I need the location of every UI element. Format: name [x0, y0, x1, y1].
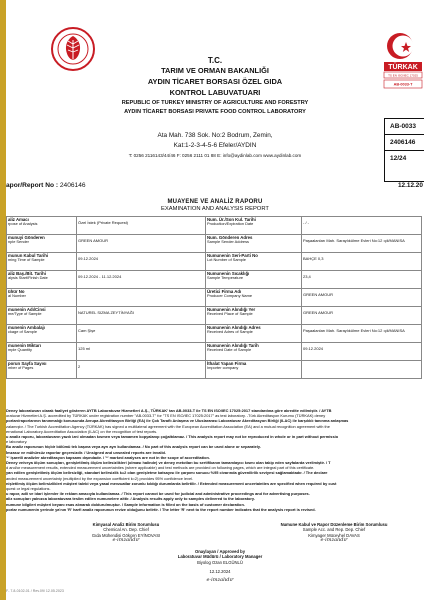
field-label-en: Sample Temperature	[207, 275, 244, 280]
left-field-label	[7, 325, 77, 343]
note-line: anded measurement uncertainty (multiplied by the expansion coefficient k=2) provides 95% confidence level.	[6, 475, 194, 481]
header-lab-en: AYDIN TİCARET BORSASI PRIVATE FOOD CONTROL LABORATORY	[124, 109, 306, 115]
note-line: aliz sonuçları yalnızca laboratuvara teslim edilen numunelere aittir. / Analysis results apply only to samples delivered to the laboratory.	[6, 496, 255, 502]
signature-center-title-2: Laboratuvar Müdürü / Laboratory Manager	[177, 554, 263, 560]
field-label-tr: Üretici Firma Adı	[207, 289, 242, 294]
signature-right-name: Kimyager Mücevhel DAVAS	[308, 532, 360, 538]
field-label-en: mber of Pages	[8, 365, 34, 370]
field-label-en: ming Time of Sample	[8, 257, 45, 262]
left-field-label	[7, 217, 77, 235]
signature-sample-chief	[254, 522, 414, 544]
signature-left-title-tr: Kimyasal Analiz Birim Sorumlusu	[92, 522, 160, 527]
info-row	[7, 253, 422, 271]
field-value: NATUREL SIZMA ZEYTİNYAĞI	[78, 310, 134, 315]
field-label-en: rpose of Analysis	[8, 221, 38, 226]
field-value: 125 ml	[78, 346, 91, 351]
contact-line: T: 0256 2116143/44/46 F: 0256 2111 01 88 E: info@aydinlab.com www.aydinlab.com	[128, 153, 302, 158]
field-label-tr: porun Sayfa Sayısı	[8, 361, 47, 366]
note-line: d and/or measurement results, extended measurement uncertainties (where applicable) and test methods are provided on following pages, which are integral part of this certificate.	[6, 465, 315, 471]
signature-right-scribble: e-imzalıdır	[320, 537, 348, 544]
field-label-en: Production/Expiration Date	[207, 221, 254, 226]
report-title-tr: MUAYENE VE ANALİZ RAPORU	[167, 199, 263, 205]
report-id-box	[384, 118, 424, 182]
field-label-tr: Num. Ür./Son Kul. Tarihi	[207, 217, 256, 222]
note-line: numune bilgileri müşteri beyanı esas alınarak doldurulmuştur. / Sample information is filled on the basis of customer declaration.	[6, 501, 245, 507]
info-row	[7, 361, 422, 379]
field-value: Paşaalanları Mah. Saraylıkülme Evleri No:12 ıçli/MANISA	[303, 328, 405, 333]
field-label-tr: aliz Amacı	[8, 217, 29, 222]
left-field-value	[77, 217, 206, 235]
info-row	[7, 235, 422, 253]
info-row	[7, 289, 422, 307]
field-label-en: Received Date of Sample	[207, 347, 252, 352]
field-value: GREEN AMOUR	[303, 292, 334, 297]
field-label-tr: Numunenin Alındığı Tarih	[207, 343, 259, 348]
header-ministry-en: REPUBLIC OF TURKEY MINISTRY OF AGRICULTURE AND FORESTRY	[121, 100, 309, 106]
field-value: - / -	[303, 220, 309, 225]
left-field-label	[7, 253, 77, 271]
left-field-label	[7, 235, 77, 253]
field-label-en: Importer company	[207, 365, 239, 370]
left-field-value	[77, 361, 206, 379]
left-field-value	[77, 253, 206, 271]
field-label-tr: Numunenin Sıcaklığı	[207, 271, 250, 276]
field-label-en: alysis Start/Finish Date	[8, 275, 48, 280]
field-label-tr: Num. Gönderen Adres	[207, 235, 253, 240]
note-line: zalamıştır. / The Turkish Accreditation Agency (TÜRKAK) has signed a multilateral agreement with the European Accreditation Association (EA) and a mutual recognition agreement with the	[6, 423, 330, 429]
report-id-accreditation: AB-0033	[385, 119, 424, 135]
right-field-label	[206, 271, 302, 289]
report-page	[6, 0, 424, 600]
field-value: 23,4	[303, 274, 311, 279]
field-label-en: me/Type of Sample	[8, 311, 42, 316]
header-ministry-tr: TARIM VE ORMAN BAKANLIĞI	[161, 66, 269, 75]
field-value: 09.12.2024	[78, 256, 99, 261]
right-field-label	[206, 217, 302, 235]
signature-center-scribble: e-imzalıdır	[206, 576, 234, 583]
left-field-value	[77, 307, 206, 325]
right-field-label	[206, 325, 302, 343]
field-label-tr: Numunenin Seri-Parti No	[207, 253, 258, 258]
field-label-tr: ühür No	[8, 289, 25, 294]
note-line: yan edilen genişletilmiş ölçüm belirsizliği, standart belirsizlik k=2 olan genişletme katsayısı ile çarpımı sonucu %95 civarında güvenilirlik seviyesi sağlamaktadır. / The declare	[6, 470, 328, 476]
right-field-value	[302, 325, 422, 343]
right-field-value	[302, 217, 422, 235]
signature-left-scribble: e-imzalıdır	[112, 537, 140, 544]
form-code-footer: F- 7.8-0102-01 / Rev.09/ 12.05.2023	[6, 589, 64, 593]
left-field-value	[77, 343, 206, 361]
note-line: İmzasız ve mühürsüz raporlar geçersizdir. / Unsigned and unsealed reports are invalid.	[6, 449, 166, 455]
info-row	[7, 307, 422, 325]
sample-info-table	[6, 216, 422, 379]
report-number-value: 2406146	[59, 182, 86, 189]
note-line: Deney laboratuvarı olarak faaliyet gösteren AYTB Laboratuvar Hizmetleri A.Ş., TÜRKAK' tan AB-0033-T ile TS EN ISO/IEC 17025:2017 standardına göre akredite edilmiştir. / AYTB	[6, 408, 332, 413]
address-line-1: Ata Mah. 738 Sok. No:2 Bodrum, Zemin,	[157, 132, 273, 139]
note-line: u rapor, adli ve idari işlemler ile reklam amacıyla kullanılamaz. / This report cannot be used for judicial and administrative proceedings and for advertising purposes.	[6, 491, 310, 497]
note-line: '*' işaretli analizler akreditasyon kapsamı dışındadır. / '*' marked analyses are not in the scope of accreditation.	[6, 454, 210, 460]
right-field-value	[302, 253, 422, 271]
signature-center-date: 12.12.2024	[209, 569, 231, 575]
note-line: porlar numunenin yerinde ya'nın 'R' harfi analiz raporunun revize olduğunu belirtir. / The letter 'R' next to the report number indicates that the analysis report is revised.	[6, 506, 316, 512]
field-label-en: al Number	[8, 293, 26, 298]
field-value: 09.12.2024	[303, 346, 324, 351]
field-label-en: nple Sender	[8, 239, 29, 244]
header-tc: T.C.	[207, 56, 223, 65]
signature-left-name: Gıda Mühendisi Gökçen EYİNOVASI	[91, 532, 161, 538]
right-field-label	[206, 235, 302, 253]
report-id-number: 2406146	[385, 135, 424, 151]
left-field-label	[7, 361, 77, 379]
field-value: 09.12.2024 - 11.12.2024	[78, 274, 122, 279]
note-line: Deney ve/veya ölçüm sonuçları, genişletilmiş ölçüm belirsizlikleri (olması halinde) ve deney metotları bu sertifikanın tamamlayıcı kısmı olan takip eden sayfalarda verilmiştir. / T	[6, 460, 331, 466]
field-label-tr: munuyi Gönderen	[8, 235, 45, 240]
note-line: nişletilmiş ölçüm belirsizlikleri müşteri talebi veya yasal mevzuatlar zorunlu kıldığı durumlarda belirtilir. / Extended measurement uncertainties are specified when required by cust	[6, 480, 337, 486]
field-label-en: mple Quantity	[8, 347, 33, 352]
turkak-standard-text: TS EN ISO/IEC 17025	[388, 73, 418, 78]
signature-right-title-tr: Numune Kabul ve Rapor Düzenleme Birim Sorumlusu	[280, 522, 388, 527]
field-label-en: Sample Sender Address	[207, 239, 249, 244]
field-value: GREEN AMOUR	[78, 238, 109, 243]
signature-chemical-chief	[66, 522, 186, 544]
side-date: 12.12.20	[398, 182, 423, 189]
field-value: BAHÇE 0,3	[303, 256, 324, 261]
right-field-label	[206, 307, 302, 325]
signature-right-title-en: Sample Acc. and Rep. Dep. Chief	[302, 527, 366, 533]
field-label-tr: munun Kabul Tarihi	[8, 253, 49, 258]
field-value: Paşaalanları Mah. Saraylıkülme Evleri No:12 ıçli/MANISA	[303, 238, 405, 243]
note-line: Bu analiz raporunun hiçbir bölümü tek başına veya ayrı ayrı kullanılamaz. / No part of this analysis report can be used alone or separately.	[6, 444, 261, 450]
right-field-value	[302, 343, 422, 361]
note-line: quest or legal regulations.	[6, 486, 51, 492]
right-field-label	[206, 343, 302, 361]
header-lab-tr: KONTROL LABUVATUARI	[169, 88, 261, 97]
info-row	[7, 343, 422, 361]
address-line-2: Kat:1-2-3-4-5-6 Efeler/AYDIN	[173, 142, 257, 149]
field-label-en: Received Place of Sample	[207, 311, 253, 316]
left-field-label	[7, 289, 77, 307]
header-exchange-tr: AYDIN TİCARET BORSASI ÖZEL GIDA	[147, 77, 283, 86]
left-field-label	[7, 271, 77, 289]
field-label-tr: Numunenin Alındığı Adres	[207, 325, 261, 330]
right-field-value	[302, 235, 422, 253]
note-line: u analiz raporu, laboratuvarın yazılı izni olmadan kısmen veya tamamen kopyalanıp çoğaltılamaz. / This analysis report may not be reproduced in whole or in part without permissio	[6, 434, 339, 440]
right-field-value	[302, 307, 422, 325]
signature-center-name: Biyolog Ozan ELGÜNLÜ	[197, 559, 243, 565]
right-field-value	[302, 271, 422, 289]
field-label-tr: aliz Baş./Bit. Tarihi	[8, 271, 46, 276]
report-number	[6, 182, 86, 189]
field-value: 2	[78, 364, 81, 369]
report-title-en: EXAMINATION AND ANALYSIS REPORT	[161, 206, 269, 212]
right-field-value	[302, 289, 422, 307]
info-row	[7, 325, 422, 343]
info-row	[7, 217, 422, 235]
right-field-label	[206, 289, 302, 307]
field-label-tr: Numunenin Alındığı Yer	[207, 307, 256, 312]
info-row	[7, 271, 422, 289]
signature-left-title-en: Chemical An. Dep. Chief	[103, 527, 149, 533]
field-value: Cam Şişe	[78, 328, 96, 333]
field-value: GREEN AMOUR	[303, 310, 334, 315]
report-id-period: 12/24	[390, 155, 407, 162]
right-field-label	[206, 361, 302, 379]
field-label-tr: munenin Miktarı	[8, 343, 41, 348]
field-label-en: ckage of Sample	[8, 329, 37, 334]
right-field-value	[302, 361, 422, 379]
field-label-tr: İthalat Yapan Firma	[207, 361, 247, 366]
field-label-tr: munenin Adı/Cinsi	[8, 307, 46, 312]
note-line: porları/raporlarının tanınmalığı konusunda Avrupa Akreditasyon Birliği (EA) ile Çok Taraflı Anlaşma ve Uluslararası Laboratuvar Akreditasyon Birliği (ILAC) ile karşılıklı tanınma anlaşmas	[6, 418, 349, 424]
note-line: e laboratory.	[6, 439, 28, 445]
left-field-label	[7, 307, 77, 325]
field-value: Özel İstek (Private Request)	[78, 220, 129, 225]
left-field-label	[7, 343, 77, 361]
right-field-label	[206, 253, 302, 271]
left-field-value	[77, 289, 206, 307]
report-notes	[6, 408, 420, 512]
left-field-value	[77, 235, 206, 253]
note-line: oratuvar Hizmetleri A.Ş. accredited by TÜRKAK under registration number "AB-0033-T" for "TS EN ISO/IEC 17025:2017" as test laboratory. -Türk Akreditasyon Kurumu (TÜRKAK) deney	[6, 413, 326, 419]
note-line: ernational Laboratory Accreditation Association (ILAC) on the recognition of test reports.	[6, 428, 158, 434]
report-number-label: apor/Report No :	[6, 182, 59, 189]
turkak-logo-text: TÜRKAK	[388, 64, 418, 71]
left-field-value	[77, 271, 206, 289]
field-label-en: Lot Number of Sample	[207, 257, 246, 262]
field-label-en: Received Adres of Sample	[207, 329, 253, 334]
field-label-tr: munenin Ambalajı	[8, 325, 45, 330]
signature-center-title-tr: Onaylayan / Approved by	[194, 549, 246, 554]
turkak-code-text: AB-0033-T	[393, 82, 413, 87]
field-label-en: Producer Company Name	[207, 293, 252, 298]
signature-lab-manager	[150, 549, 290, 583]
left-field-value	[77, 325, 206, 343]
